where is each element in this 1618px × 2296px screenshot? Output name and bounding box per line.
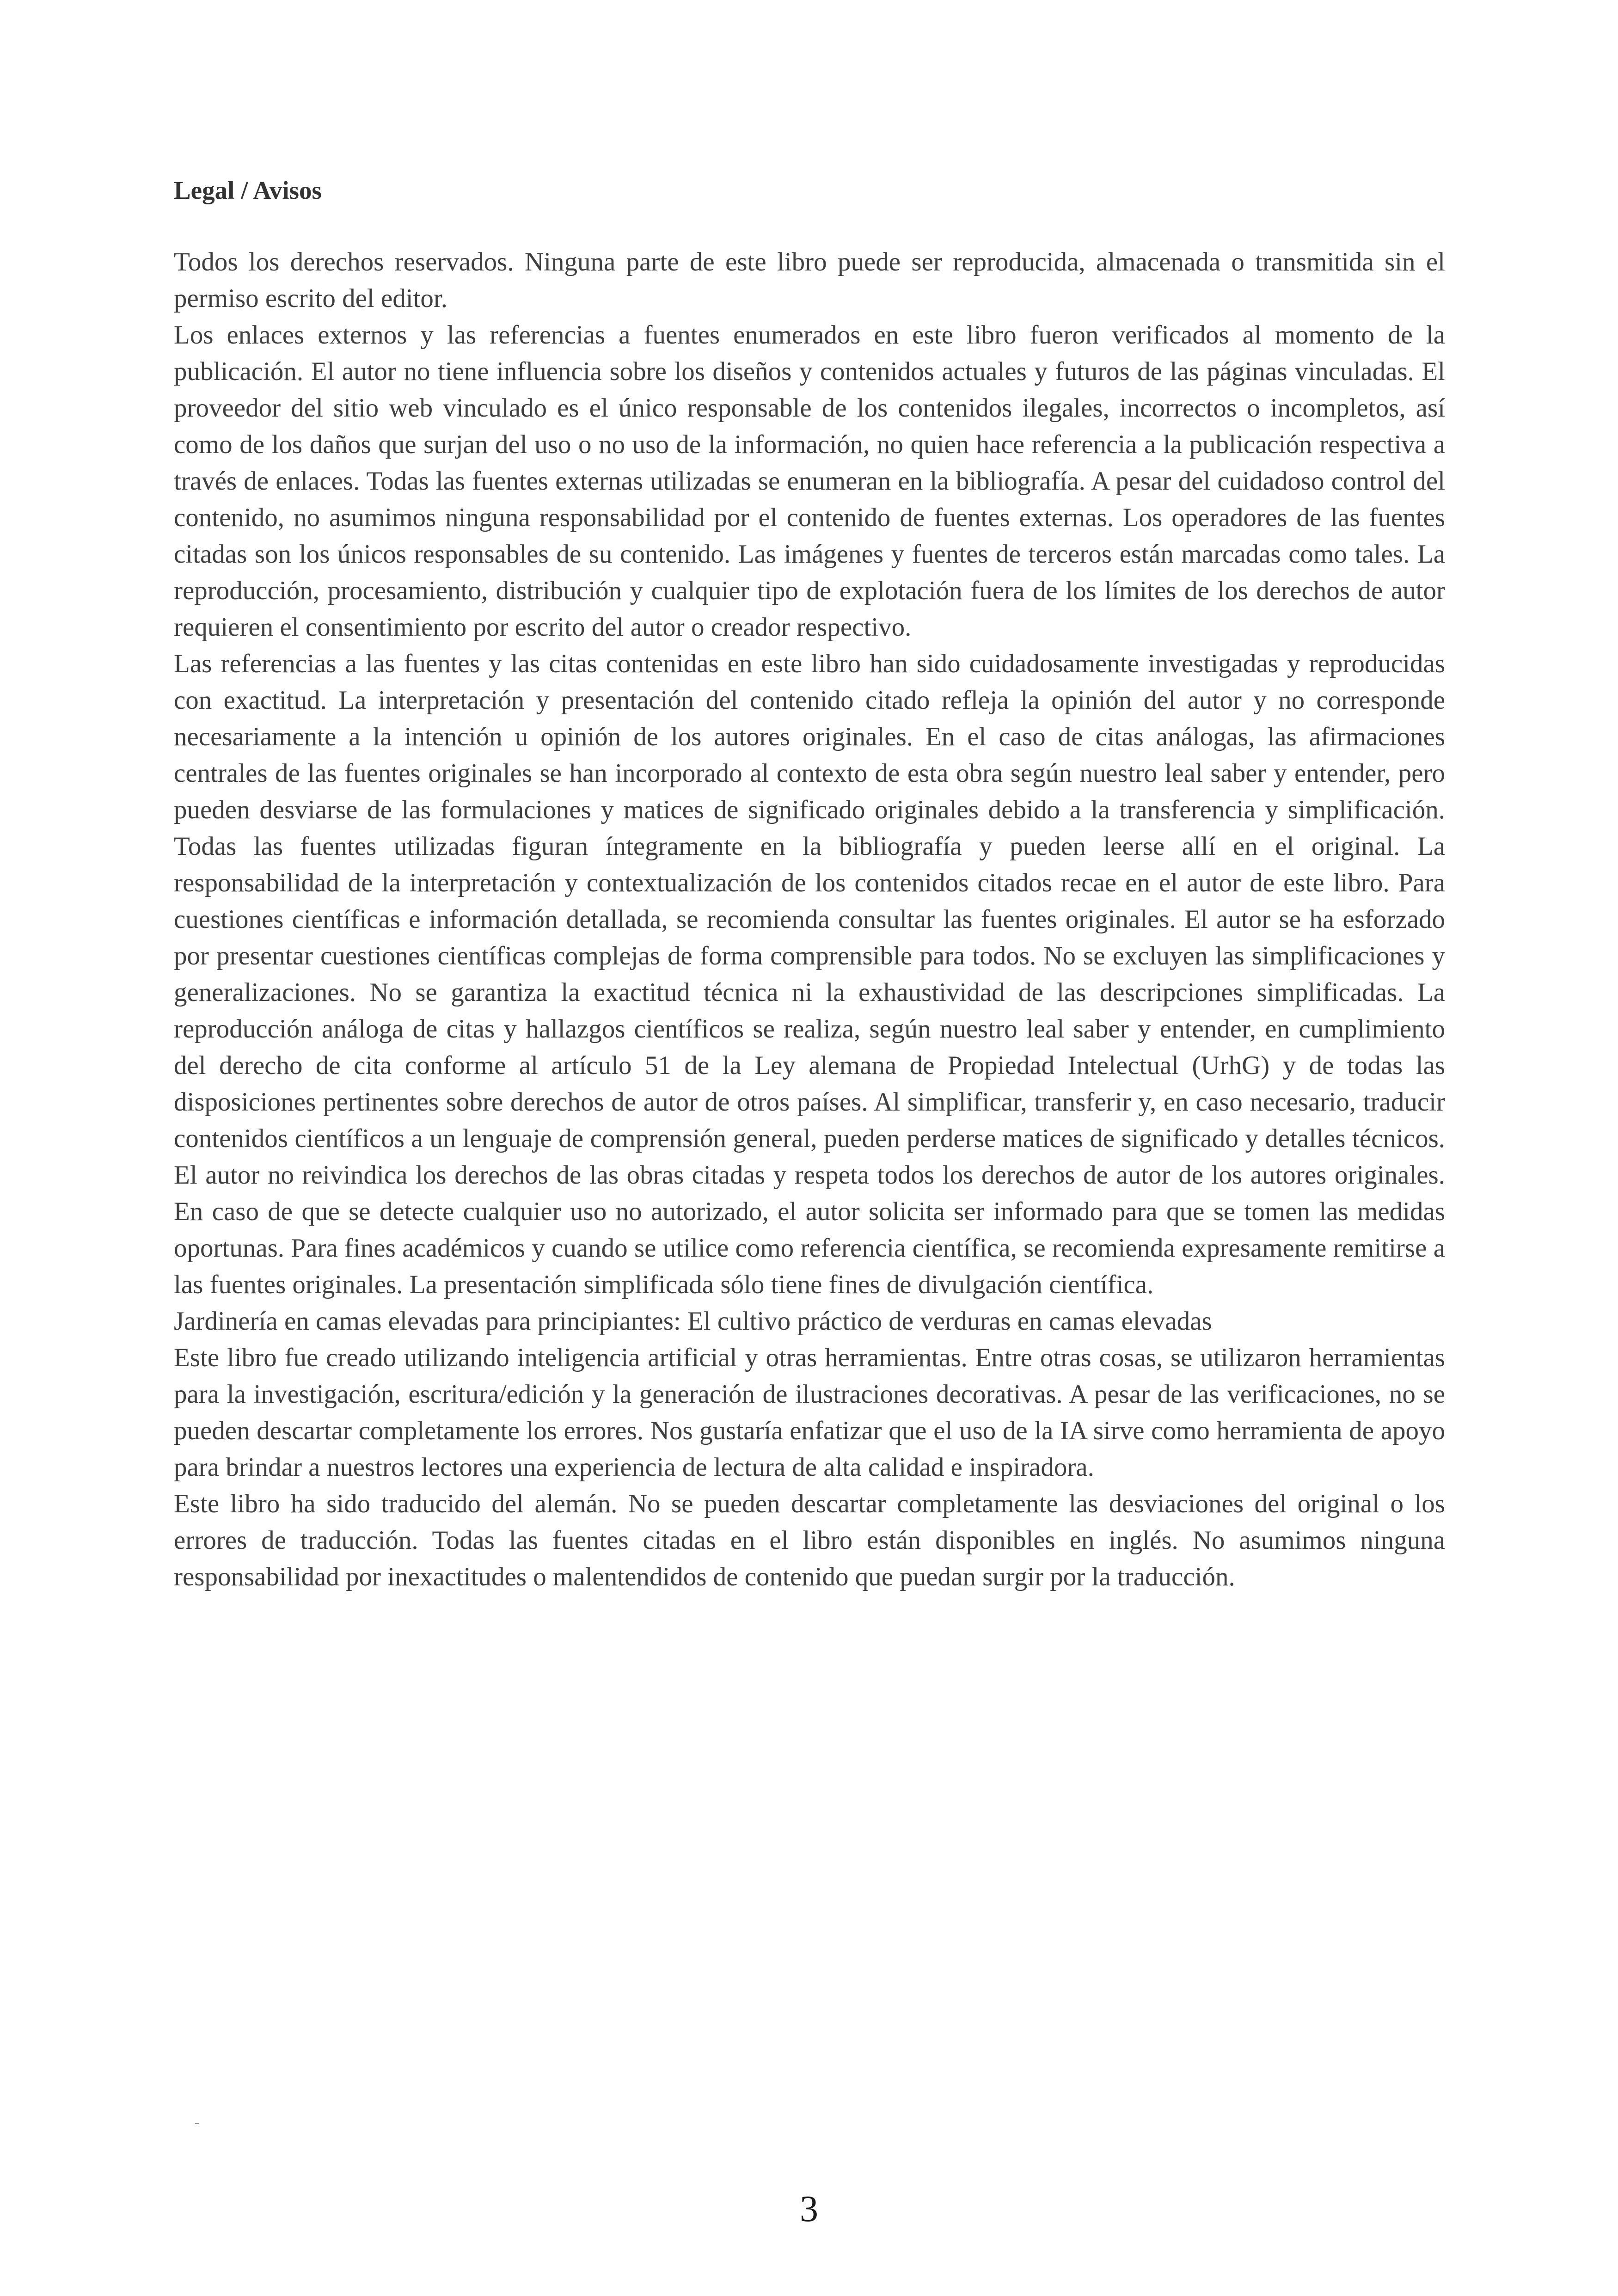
page-number: 3 <box>800 2189 818 2229</box>
section-heading: Legal / Avisos <box>174 176 322 204</box>
paragraph-external-links: Los enlaces externos y las referencias a fuentes enumerados en este libro fueron verificados al momento de la publicación. El autor no tiene influencia sobre los diseños y contenidos actuales y futuros de las páginas vinculadas. El proveedor del sitio web vinculado es el único responsable de los contenidos ilegales, incorrectos o incompletos, así como de los daños que surjan del uso o no uso de la información, no quien hace referencia a la publicación respectiva a través de enlaces. Todas las fuentes externas utilizadas se enumeran en la bibliografía. A pesar del cuidadoso control del contenido, no asumimos ninguna responsabilidad por el contenido de fuentes externas. Los operadores de las fuentes citadas son los únicos responsables de su contenido. Las imágenes y fuentes de terceros están marcadas como tales. La reproducción, procesamiento, distribución y cualquier tipo de explotación fuera de los límites de los derechos de autor requieren el consentimiento por escrito del autor o creador respectivo. <box>174 320 1445 642</box>
stray-mark <box>195 2123 199 2124</box>
paragraph-ai-notice: Este libro fue creado utilizando inteligencia artificial y otras herramientas. Entre otras cosas, se utilizaron herramientas para la investigación, escritura/edición y la generación de ilustraciones decorativas. A pesar de las verificaciones, no se pueden descartar completamente los errores. Nos gustaría enfatizar que el uso de la IA sirve como herramienta de apoyo para brindar a nuestros lectores una experiencia de lectura de alta calidad e inspiradora. <box>174 1343 1445 1482</box>
paragraph-translation-notice: Este libro ha sido traducido del alemán. No se pueden descartar completamente las desviaciones del original o los errores de traducción. Todas las fuentes citadas en el libro están disponibles en inglés. No asumimos ninguna responsabilidad por inexactitudes o malentendidos de contenido que puedan surgir por la traducción. <box>174 1489 1445 1591</box>
paragraph-book-title: Jardinería en camas elevadas para principiantes: El cultivo práctico de verduras en camas elevadas <box>174 1307 1212 1336</box>
page-content <box>174 172 1445 1595</box>
paragraph-citations: Las referencias a las fuentes y las citas contenidas en este libro han sido cuidadosamente investigadas y reproducidas con exactitud. La interpretación y presentación del contenido citado refleja la opinión del autor y no corresponde necesariamente a la intención u opinión de los autores originales. En el caso de citas análogas, las afirmaciones centrales de las fuentes originales se han incorporado al contexto de esta obra según nuestro leal saber y entender, pero pueden desviarse de las formulaciones y matices de significado originales debido a la transferencia y simplificación. Todas las fuentes utilizadas figuran íntegramente en la bibliografía y pueden leerse allí en el original. La responsabilidad de la interpretación y contextualización de los contenidos citados recae en el autor de este libro. Para cuestiones científicas e información detallada, se recomienda consultar las fuentes originales. El autor se ha esforzado por presentar cuestiones científicas complejas de forma comprensible para todos. No se excluyen las simplificaciones y generalizaciones. No se garantiza la exactitud técnica ni la exhaustividad de las descripciones simplificadas. La reproducción análoga de citas y hallazgos científicos se realiza, según nuestro leal saber y entender, en cumplimiento del derecho de cita conforme al artículo 51 de la Ley alemana de Propiedad Intelectual (UrhG) y de todas las disposiciones pertinentes sobre derechos de autor de otros países. Al simplificar, transferir y, en caso necesario, traducir contenidos científicos a un lenguaje de comprensión general, pueden perderse matices de significado y detalles técnicos. El autor no reivindica los derechos de las obras citadas y respeta todos los derechos de autor de los autores originales. En caso de que se detecte cualquier uso no autorizado, el autor solicita ser informado para que se tomen las medidas oportunas. Para fines académicos y cuando se utilice como referencia científica, se recomienda expresamente remitirse a las fuentes originales. La presentación simplificada sólo tiene fines de divulgación científica. <box>174 649 1445 1299</box>
paragraph-copyright: Todos los derechos reservados. Ninguna parte de este libro puede ser reproducida, almacenada o transmitida sin el permiso escrito del editor. <box>174 247 1445 313</box>
